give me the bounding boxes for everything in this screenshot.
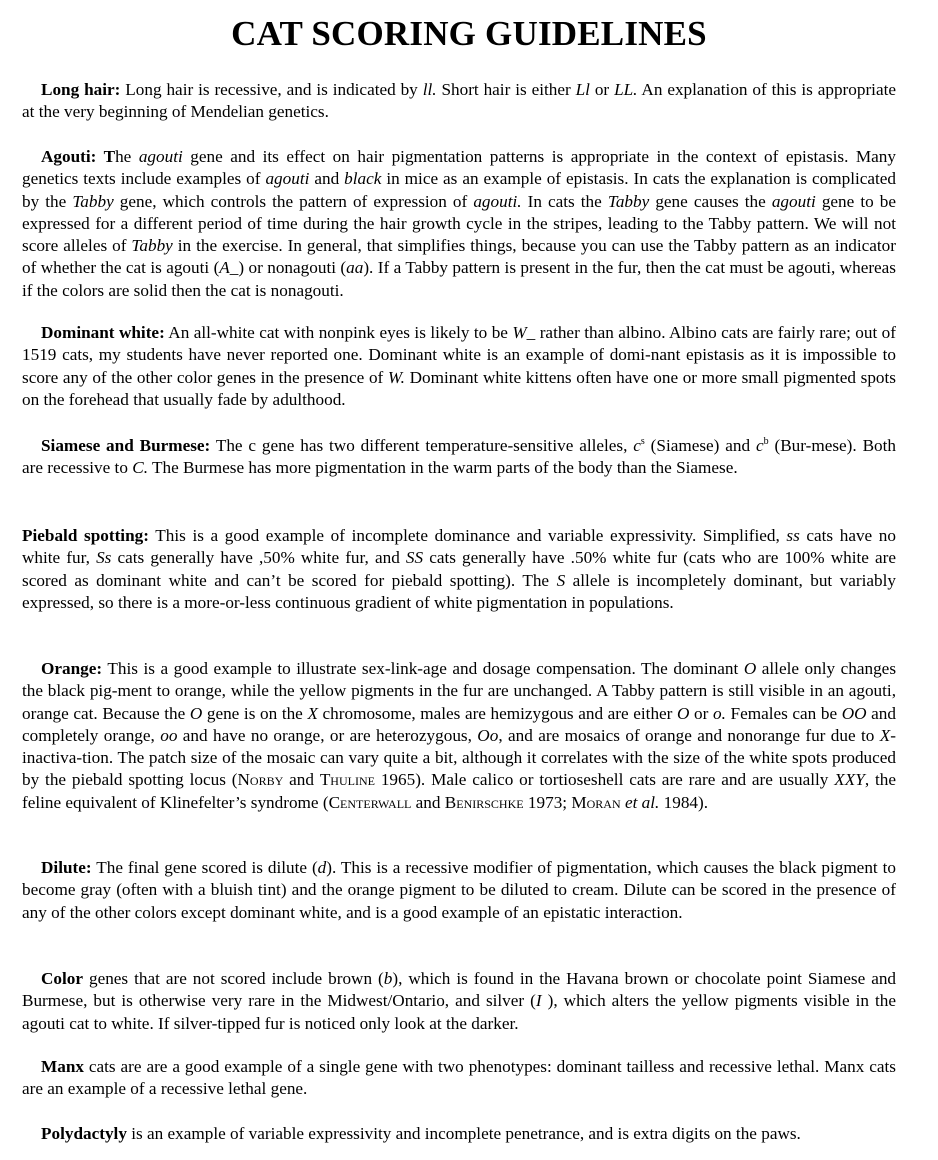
heading-dominant-white: Dominant white: xyxy=(41,323,165,342)
heading-manx: Manx xyxy=(41,1057,84,1076)
page-title: CAT SCORING GUIDELINES xyxy=(231,14,707,53)
heading-agouti: Agouti: T xyxy=(41,147,116,166)
paragraph-orange: Orange: This is a good example to illustrate sex-link-age and dosage compensation. The dominant O allele only changes the black pig-ment to orange, while the yellow pigments in the fur are unchanged. A Tabby pattern is still visible in an agouti, orange cat. Because the O gene is on the X chromosome, males are hemizygous and are either O or o. Females can be OO and completely orange, oo and have no orange, or are heterozygous, Oo, and are mosaics of orange and nonorange fur due to X-inactiva-tion. The patch size of the mosaic can vary quite a bit, although it correlates with the size of the white spots produced by the piebald spotting locus (Norby and Thuline 1965). Male calico or tortioseshell cats are rare and are usually XXY, the feline equivalent of Klinefelter’s syndrome (Centerwall and Benirschke 1973; Moran et al. 1984). xyxy=(22,659,897,812)
paragraph-color: Color genes that are not scored include brown (b), which is found in the Havana brown or chocolate point Siamese and Burmese, but is otherwise very rare in the Midwest/Ontario, and silver (I ), which alters the yellow pigments visible in the agouti cat to white. If silver-tipped fur is noticed only look at the darker. xyxy=(22,969,897,1033)
paragraph-agouti: Agouti: The agouti gene and its effect on hair pigmentation patterns is appropriate in the context of epistasis. Many genetics texts include examples of agouti and black in mice as an example of epistasis. In cats the explanation is complicated by the Tabby gene, which controls the pattern of expression of agouti. In cats the Tabby gene causes the agouti gene to be expressed for a different period of time during the hair growth cycle in the stripes, leading to the Tabby pattern. We will not score alleles of Tabby in the exercise. In general, that simplifies things, because you can use the Tabby pattern as an indicator of whether the cat is agouti (A_) or nonagouti (aa). If a Tabby pattern is present in the fur, then the cat must be agouti, whereas if the colors are solid then the cat is nonagouti. xyxy=(22,147,897,300)
paragraph-piebald: Piebald spotting: This is a good example of incomplete dominance and variable expressivity. Simplified, ss cats have no white fur, Ss cats generally have ,50% white fur, and SS cats generally have .50% white fur (cats who are 100% white are scored as dominant white and can’t be scored for piebald spotting). The S allele is incompletely dominant, but variably expressed, so there is a more-or-less continuous gradient of white pigmentation in populations. xyxy=(22,526,897,612)
heading-piebald: Piebald spotting: xyxy=(22,526,149,545)
heading-dilute: Dilute: xyxy=(41,858,92,877)
paragraph-polydactyly: Polydactyly is an example of variable expressivity and incomplete penetrance, and is extra digits on the paws. xyxy=(41,1124,801,1143)
paragraph-dilute: Dilute: The final gene scored is dilute (d). This is a recessive modifier of pigmentation, which causes the black pigment to become gray (often with a bluish tint) and the orange pigment to be diluted to cream. Dilute can be scored in the presence of any of the other colors except dominant white, and is a good example of an epistatic interaction. xyxy=(22,858,896,922)
heading-color: Color xyxy=(41,969,84,988)
heading-siamese-burmese: Siamese and Burmese: xyxy=(41,436,211,455)
paragraph-manx: Manx cats are are a good example of a single gene with two phenotypes: dominant tailless and recessive lethal. Manx cats are an example of a recessive lethal gene. xyxy=(22,1057,896,1099)
heading-polydactyly: Polydactyly xyxy=(41,1124,127,1143)
paragraph-long-hair: Long hair: Long hair is recessive, and is indicated by ll. Short hair is either Ll or LL. An explanation of this is appropriate at the very beginning of Mendelian genetics. xyxy=(22,80,896,122)
heading-orange: Orange: xyxy=(41,659,103,678)
paragraph-siamese-burmese: Siamese and Burmese: The c gene has two different temperature-sensitive alleles, $c^s$ (Siamese) and $c^b$ (Bur-mese). Both are recessive to C. The Burmese has more pigmentation in the warm parts of the body than the Siamese. xyxy=(22,436,896,478)
paragraph-dominant-white: Dominant white: An all-white cat with nonpink eyes is likely to be W_ rather than albino. Albino cats are fairly rare; out of 1519 cats, my students have never reported one. Dominant white is an example of domi-nant epistasis as it is impossible to score any of the other color genes in the presence of W. Dominant white kittens often have one or more small pigmented spots on the forehead that usually fade by adulthood. xyxy=(22,323,896,409)
heading-long-hair: Long hair: xyxy=(41,80,121,99)
